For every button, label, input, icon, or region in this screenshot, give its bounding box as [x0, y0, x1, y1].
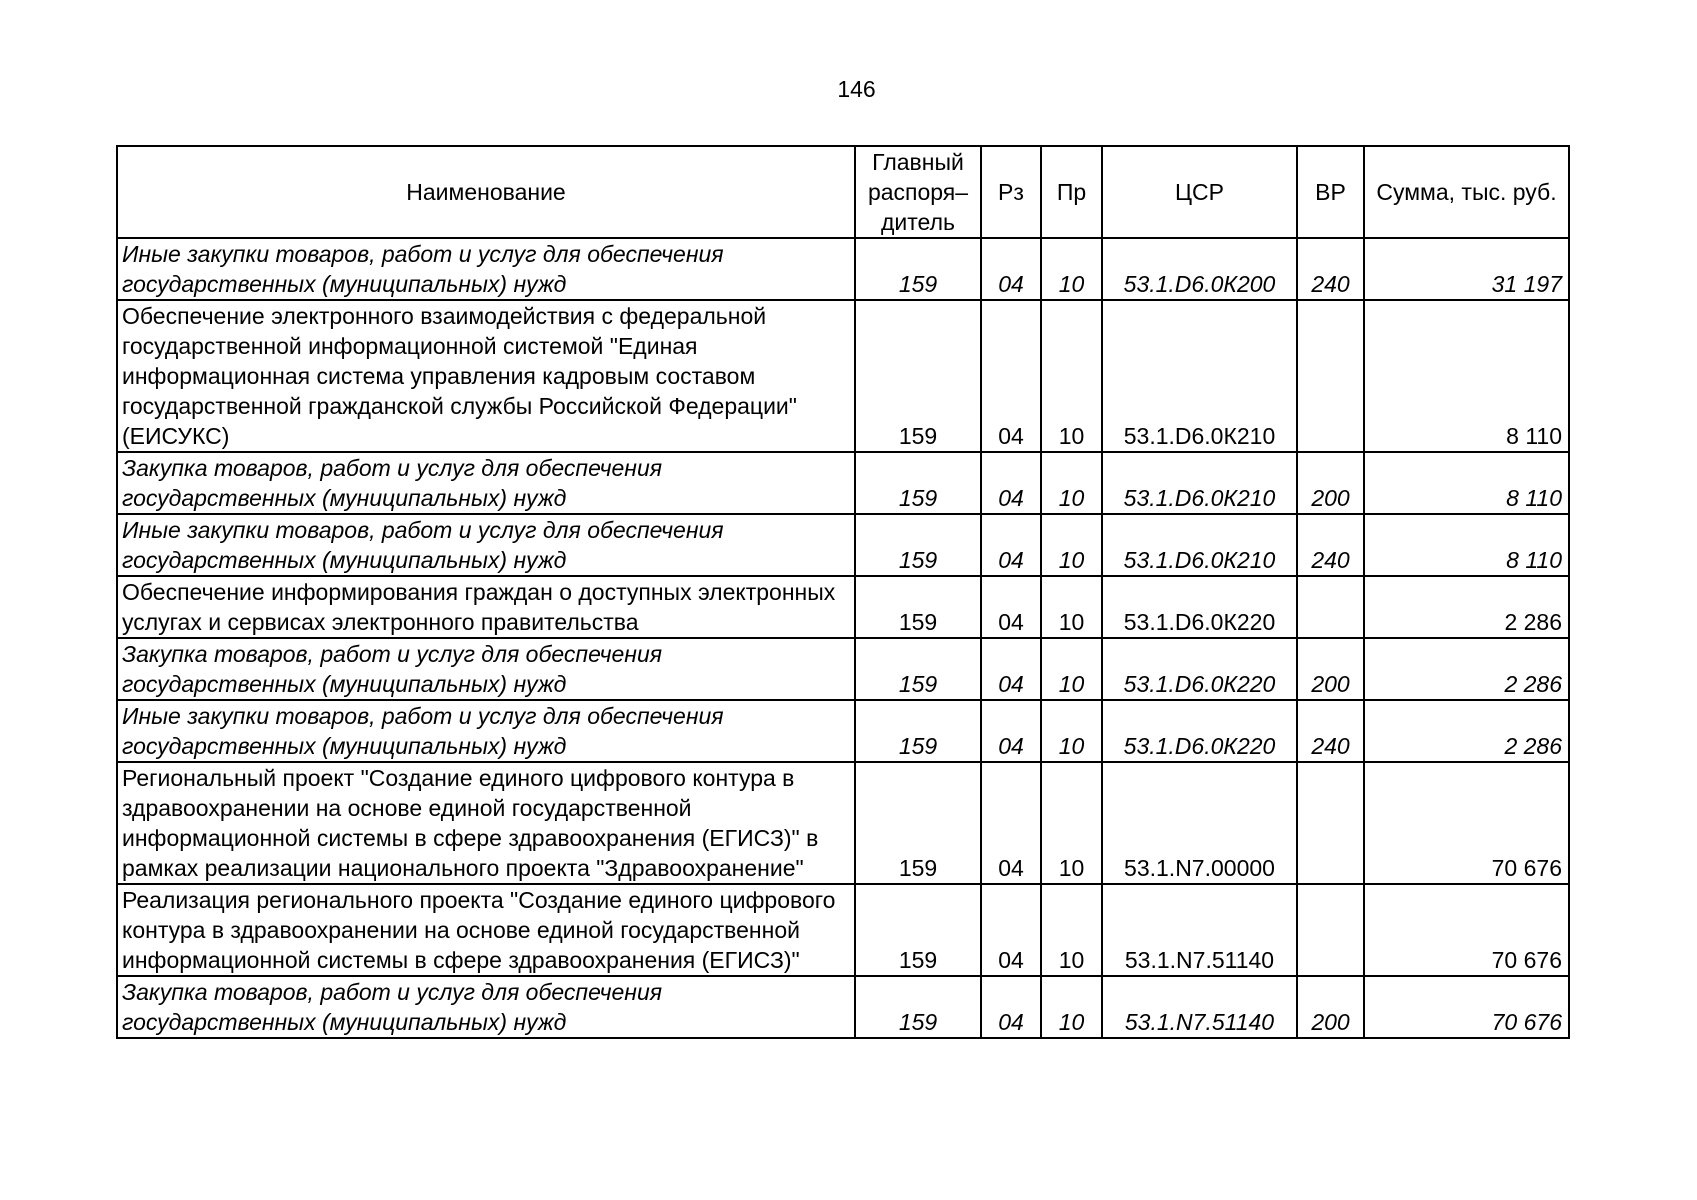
- row-name: Закупка товаров, работ и услуг для обеспечения государственных (муниципальных) нужд: [117, 976, 855, 1038]
- row-rz: 04: [981, 762, 1041, 884]
- row-name: Иные закупки товаров, работ и услуг для обеспечения государственных (муниципальных) нужд: [117, 700, 855, 762]
- row-glav: 159: [855, 300, 981, 452]
- row-vr: 200: [1297, 638, 1364, 700]
- table-row: [117, 576, 1569, 638]
- row-vr: 240: [1297, 700, 1364, 762]
- row-name: Иные закупки товаров, работ и услуг для обеспечения государственных (муниципальных) нужд: [117, 514, 855, 576]
- row-name: Закупка товаров, работ и услуг для обеспечения государственных (муниципальных) нужд: [117, 452, 855, 514]
- row-rz: 04: [981, 884, 1041, 976]
- row-name: Обеспечение электронного взаимодействия с федеральной государственной информационной системой "Единая информационная система управления кадровым составом государственной гражданской службы Российской Федерации" (ЕИСУКС): [117, 300, 855, 452]
- row-sum: 8 110: [1364, 452, 1569, 514]
- row-vr: [1297, 762, 1364, 884]
- row-sum: 8 110: [1364, 514, 1569, 576]
- row-pr: 10: [1041, 884, 1102, 976]
- row-vr: 240: [1297, 238, 1364, 300]
- row-rz: 04: [981, 976, 1041, 1038]
- header-glav: Главный распоря–дитель: [855, 146, 981, 238]
- row-name: Закупка товаров, работ и услуг для обеспечения государственных (муниципальных) нужд: [117, 638, 855, 700]
- header-sum: Сумма, тыс. руб.: [1364, 146, 1569, 238]
- row-pr: 10: [1041, 452, 1102, 514]
- row-name: Иные закупки товаров, работ и услуг для обеспечения государственных (муниципальных) нужд: [117, 238, 855, 300]
- row-csr: 53.1.N7.51140: [1102, 884, 1297, 976]
- row-sum: 70 676: [1364, 884, 1569, 976]
- table-row: [117, 452, 1569, 514]
- row-sum: 2 286: [1364, 700, 1569, 762]
- row-sum: 70 676: [1364, 976, 1569, 1038]
- row-name: Реализация регионального проекта "Создание единого цифрового контура в здравоохранении на основе единой государственной информационной системы в сфере здравоохранения (ЕГИСЗ)": [117, 884, 855, 976]
- row-rz: 04: [981, 576, 1041, 638]
- row-csr: 53.1.D6.0К200: [1102, 238, 1297, 300]
- row-glav: 159: [855, 238, 981, 300]
- row-glav: 159: [855, 976, 981, 1038]
- row-csr: 53.1.N7.00000: [1102, 762, 1297, 884]
- row-glav: 159: [855, 514, 981, 576]
- row-sum: 2 286: [1364, 638, 1569, 700]
- row-vr: 200: [1297, 452, 1364, 514]
- table-row: [117, 762, 1569, 884]
- row-glav: 159: [855, 884, 981, 976]
- row-csr: 53.1.D6.0К220: [1102, 638, 1297, 700]
- table-row: [117, 638, 1569, 700]
- row-rz: 04: [981, 514, 1041, 576]
- row-sum: 8 110: [1364, 300, 1569, 452]
- row-glav: 159: [855, 452, 981, 514]
- row-rz: 04: [981, 638, 1041, 700]
- row-csr: 53.1.D6.0К210: [1102, 514, 1297, 576]
- row-vr: [1297, 576, 1364, 638]
- budget-table: [116, 145, 1570, 1039]
- row-pr: 10: [1041, 300, 1102, 452]
- row-sum: 70 676: [1364, 762, 1569, 884]
- table-row: [117, 514, 1569, 576]
- row-vr: [1297, 300, 1364, 452]
- row-pr: 10: [1041, 576, 1102, 638]
- header-row: [117, 146, 1569, 238]
- row-glav: 159: [855, 762, 981, 884]
- row-pr: 10: [1041, 514, 1102, 576]
- row-pr: 10: [1041, 238, 1102, 300]
- table-row: [117, 238, 1569, 300]
- row-vr: 240: [1297, 514, 1364, 576]
- page-number: 146: [837, 76, 876, 102]
- row-name: Обеспечение информирования граждан о доступных электронных услугах и сервисах электронного правительства: [117, 576, 855, 638]
- row-sum: 31 197: [1364, 238, 1569, 300]
- header-name: Наименование: [117, 146, 855, 238]
- table-row: [117, 300, 1569, 452]
- row-glav: 159: [855, 576, 981, 638]
- row-name: Региональный проект "Создание единого цифрового контура в здравоохранении на основе единой государственной информационной системы в сфере здравоохранения (ЕГИСЗ)" в рамках реализации национального проекта "Здравоохранение": [117, 762, 855, 884]
- row-rz: 04: [981, 700, 1041, 762]
- row-pr: 10: [1041, 976, 1102, 1038]
- row-csr: 53.1.D6.0К220: [1102, 576, 1297, 638]
- row-rz: 04: [981, 452, 1041, 514]
- table-row: [117, 700, 1569, 762]
- row-glav: 159: [855, 638, 981, 700]
- header-pr: Пр: [1041, 146, 1102, 238]
- table-row: [117, 976, 1569, 1038]
- row-vr: [1297, 884, 1364, 976]
- table-row: [117, 884, 1569, 976]
- header-rz: Рз: [981, 146, 1041, 238]
- row-csr: 53.1.D6.0К210: [1102, 452, 1297, 514]
- row-glav: 159: [855, 700, 981, 762]
- row-rz: 04: [981, 300, 1041, 452]
- row-csr: 53.1.D6.0К220: [1102, 700, 1297, 762]
- row-vr: 200: [1297, 976, 1364, 1038]
- row-pr: 10: [1041, 638, 1102, 700]
- header-csr: ЦСР: [1102, 146, 1297, 238]
- row-csr: 53.1.N7.51140: [1102, 976, 1297, 1038]
- row-csr: 53.1.D6.0К210: [1102, 300, 1297, 452]
- row-pr: 10: [1041, 700, 1102, 762]
- row-sum: 2 286: [1364, 576, 1569, 638]
- header-vr: ВР: [1297, 146, 1364, 238]
- row-rz: 04: [981, 238, 1041, 300]
- row-pr: 10: [1041, 762, 1102, 884]
